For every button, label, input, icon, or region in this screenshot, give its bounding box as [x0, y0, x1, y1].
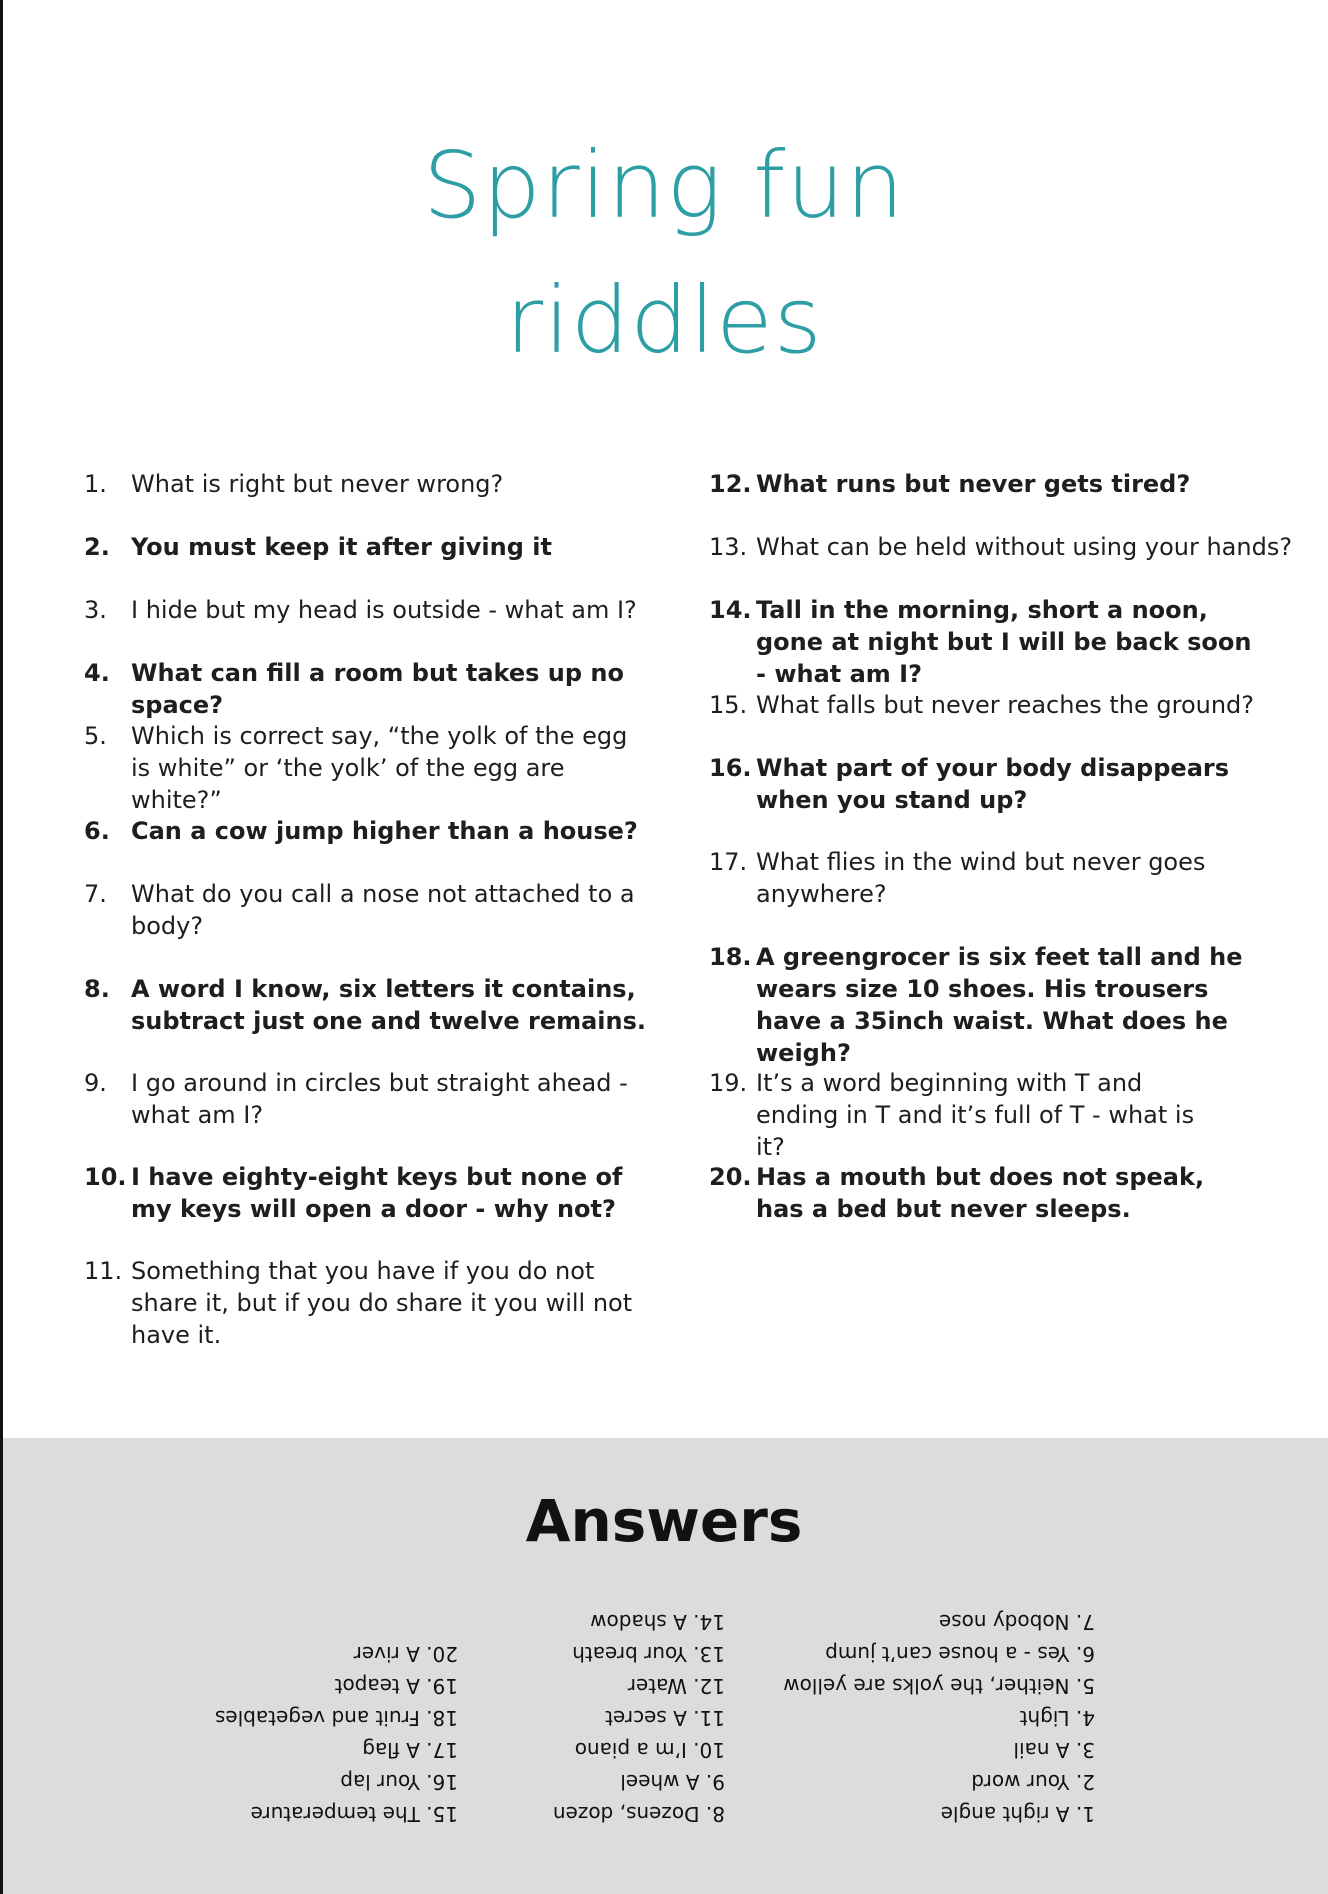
riddle-9	[84, 1067, 664, 1131]
riddle-number: 5.	[84, 722, 107, 750]
riddle-number: 1.	[84, 470, 107, 498]
riddle-text: Something that you have if you do not share it, but if you do share it you will not have it.	[131, 1257, 633, 1349]
riddle-text: Has a mouth but does not speak, has a bed but never sleeps.	[756, 1163, 1205, 1223]
riddle-6	[84, 815, 664, 847]
answer-14: 14. A shadow	[590, 1610, 725, 1634]
answer-15: 15. The temperature	[250, 1802, 458, 1826]
riddle-text: What flies in the wind but never goes anywhere?	[756, 848, 1206, 908]
riddle-16	[709, 752, 1269, 816]
page-title-line-1: Spring fun	[423, 132, 905, 239]
riddle-text: A word I know, six letters it contains, subtract just one and twelve remains.	[131, 975, 647, 1035]
riddle-17	[709, 846, 1229, 910]
riddle-number: 18.	[709, 943, 752, 971]
answer-11: 11. A secret	[605, 1706, 725, 1730]
riddle-number: 14.	[709, 596, 752, 624]
page-title-line-2: riddles	[505, 267, 823, 374]
riddle-14	[709, 594, 1269, 690]
answer-19: 19. A teapot	[334, 1674, 458, 1698]
riddle-text: What part of your body disappears when you stand up?	[756, 754, 1230, 814]
riddle-7	[84, 878, 644, 942]
riddle-number: 9.	[84, 1069, 107, 1097]
riddle-18	[709, 941, 1269, 1069]
riddle-text: A greengrocer is six feet tall and he wears size 10 shoes. His trousers have a 35inch waist. What does he weigh?	[756, 943, 1243, 1067]
riddle-text: You must keep it after giving it	[131, 533, 552, 561]
answer-17: 17. A flag	[362, 1738, 458, 1762]
answer-3: 3. A nail	[1013, 1738, 1095, 1762]
riddle-number: 16.	[709, 754, 752, 782]
riddle-text: What can fill a room but takes up no space?	[131, 659, 624, 719]
riddle-11	[84, 1255, 664, 1351]
riddle-text: It’s a word beginning with T and ending in T and it’s full of T - what is it?	[756, 1069, 1195, 1161]
riddle-number: 2.	[84, 533, 110, 561]
riddle-number: 13.	[709, 533, 748, 561]
riddle-text: I go around in circles but straight ahead - what am I?	[131, 1069, 628, 1129]
answer-18: 18. Fruit and vegetables	[214, 1706, 458, 1730]
riddle-8	[84, 973, 664, 1037]
riddle-text: I hide but my head is outside - what am I?	[131, 596, 637, 624]
riddle-1	[84, 468, 664, 500]
riddle-number: 3.	[84, 596, 107, 624]
answer-16: 16. Your lap	[340, 1770, 458, 1794]
answer-9: 9. A wheel	[620, 1770, 725, 1794]
riddle-text: I have eighty-eight keys but none of my keys will open a door - why not?	[131, 1163, 623, 1223]
riddle-text: What can be held without using your hands?	[756, 533, 1293, 561]
answer-1: 1. A right angle	[940, 1802, 1095, 1826]
riddle-20	[709, 1161, 1229, 1225]
answer-13: 13. Your breath	[572, 1642, 725, 1666]
riddle-text: What falls but never reaches the ground?	[756, 691, 1255, 719]
answer-5: 5. Neither, the yolks are yellow	[783, 1674, 1095, 1698]
riddle-number: 20.	[709, 1163, 752, 1191]
riddle-number: 4.	[84, 659, 110, 687]
riddle-text: Can a cow jump higher than a house?	[131, 817, 638, 845]
riddle-number: 7.	[84, 880, 107, 908]
riddle-number: 10.	[84, 1163, 127, 1191]
riddle-number: 17.	[709, 848, 748, 876]
riddle-number: 8.	[84, 975, 110, 1003]
answers-upside-down	[0, 1600, 1328, 1830]
answers-heading: Answers	[525, 1487, 803, 1555]
answer-2: 2. Your word	[971, 1770, 1095, 1794]
riddle-number: 19.	[709, 1069, 748, 1097]
riddle-13	[709, 531, 1319, 563]
riddle-number: 12.	[709, 470, 752, 498]
riddle-text: What runs but never gets tired?	[756, 470, 1191, 498]
answer-20: 20. A river	[353, 1642, 458, 1666]
answer-10: 10. I’m a piano	[574, 1738, 725, 1762]
riddle-number: 6.	[84, 817, 110, 845]
answer-4: 4. Light	[1019, 1706, 1095, 1730]
riddle-3	[84, 594, 664, 626]
riddle-12	[709, 468, 1309, 500]
riddle-text: Tall in the morning, short a noon, gone at night but I will be back soon - what am I?	[756, 596, 1252, 688]
riddle-text: What do you call a nose not attached to a body?	[131, 880, 635, 940]
answer-8: 8. Dozens, dozen	[552, 1802, 725, 1826]
riddle-4	[84, 657, 684, 721]
riddle-19	[709, 1067, 1229, 1163]
riddle-text: Which is correct say, “the yolk of the egg is white” or ‘the yolk’ of the egg are white?”	[131, 722, 628, 814]
answer-12: 12. Water	[627, 1674, 725, 1698]
riddle-number: 15.	[709, 691, 748, 719]
answer-7: 7. Nobody nose	[938, 1610, 1095, 1634]
riddle-10	[84, 1161, 664, 1225]
riddle-5	[84, 720, 644, 816]
riddle-2	[84, 531, 664, 563]
answer-6: 6. Yes - a house can’t jump	[825, 1642, 1095, 1666]
riddle-number: 11.	[84, 1257, 123, 1285]
riddle-text: What is right but never wrong?	[131, 470, 504, 498]
riddle-15	[709, 689, 1309, 721]
